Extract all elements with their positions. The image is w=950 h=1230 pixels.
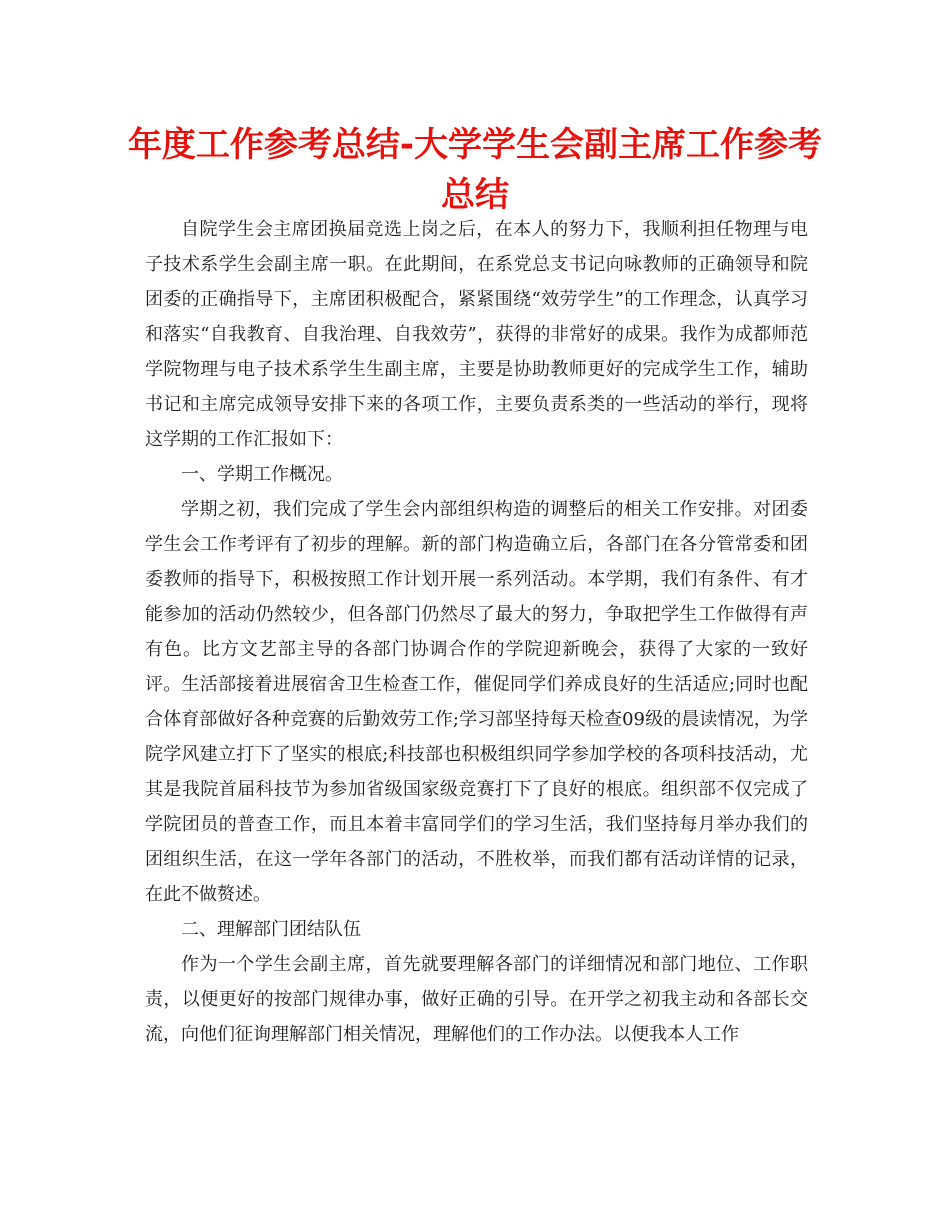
document-title: 年度工作参考总结-大学学生会副主席工作参考总结 (127, 125, 823, 215)
document-body (145, 212, 808, 1052)
paragraph-departments: 作为一个学生会副主席，首先就要理解各部门的详细情况和部门地位、工作职责，以便更好的按部门规律办事，做好正确的引导。在开学之初我主动和各部长交流，向他们征询理解部门相关情况，理解他们的工作办法。以便我本人工作 (145, 954, 808, 1045)
paragraph-intro: 自院学生会主席团换届竞选上岗之后，在本人的努力下，我顺利担任物理与电子技术系学生会副主席一职。在此期间，在系党总支书记向咏教师的正确领导和院团委的正确指导下，主席团积极配合，紧紧围绕“效劳学生”的工作理念，认真学习和落实“自我教育、自我治理、自我效劳”，获得的非常好的成果。我作为成都师范学院物理与电子技术系学生生副主席，主要是协助教师更好的完成学生工作，辅助书记和主席完成领导安排下来的各项工作，主要负责系类的一些活动的举行，现将这学期的工作汇报如下： (145, 219, 808, 450)
section-heading-1: 一、学期工作概况。 (181, 464, 343, 485)
section-heading-2: 二、理解部门团结队伍 (181, 919, 361, 940)
paragraph-overview: 学期之初，我们完成了学生会内部组织构造的调整后的相关工作安排。对团委学生会工作考评有了初步的理解。新的部门构造确立后，各部门在各分管常委和团委教师的指导下，积极按照工作计划开展一系列活动。本学期，我们有条件、有才能参加的活动仍然较少，但各部门仍然尽了最大的努力，争取把学生工作做得有声有色。比方文艺部主导的各部门协调合作的学院迎新晚会，获得了大家的一致好评。生活部接着进展宿舍卫生检查工作，催促同学们养成良好的生活适应;同时也配合体育部做好各种竞赛的后勤效劳工作;学习部坚持每天检查09级的晨读情况，为学院学风建立打下了坚实的根底;科技部也积极组织同学参加学校的各项科技活动，尤其是我院首届科技节为参加省级国家级竞赛打下了良好的根底。组织部不仅完成了学院团员的普查工作，而且本着丰富同学们的学习生活，我们坚持每月举办我们的团组织生活，在这一学年各部门的活动，不胜枚举，而我们都有活动详情的记录，在此不做赘述。 (145, 499, 808, 905)
